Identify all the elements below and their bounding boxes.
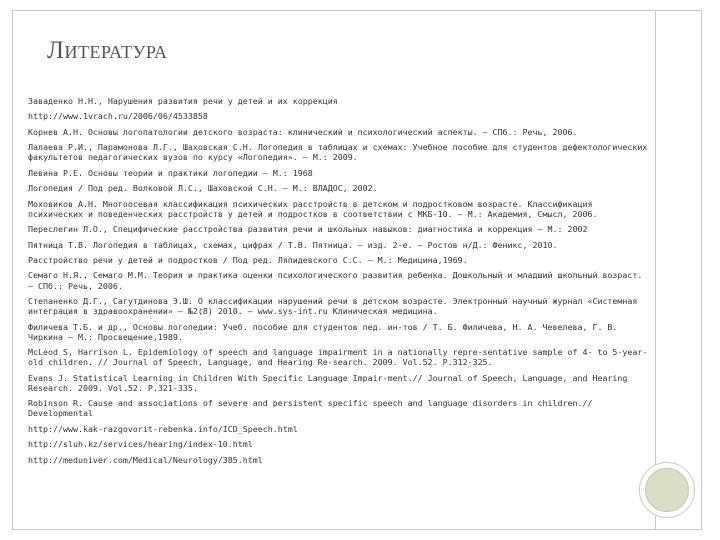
reference-item: Корнев А.Н. Основы логопатологии детского возраста: клинический и психологический аспекты. – СПб.: Речь, 2006.: [28, 126, 578, 137]
reference-item[interactable]: http://www.kak-razgovorit-rebenka.info/ICD_Speech.html: [28, 423, 298, 434]
title-rest: ИТЕРАТУРА: [64, 42, 168, 62]
reference-item: Переслегин Л.О., Специфические расстройства развития речи и школьных навыков: диагностика и коррекция – М.: 2002: [28, 224, 588, 235]
reference-item: Пятница Т.В. Логопедия в таблицах, схемах, цифрах / Т.В. Пятница. – изд. 2-е. – Ростов н/Д.: Феникс, 2010.: [28, 239, 558, 250]
reference-item: Моховиков А.Н. Многоосевая классификация психических расстройств в детском и подростковом возрасте. Классификация психических и поведенческих расстройств у детей и подростков в соответствии с МКБ-10. – М.: Академия, Смысл, 2006.: [28, 198, 598, 219]
reference-item[interactable]: http://meduniver.com/Medical/Neurology/385.html: [28, 454, 263, 465]
title-initial: Л: [47, 37, 65, 64]
reference-item: Evans J. Statistical Learning in Children With Specific Language Impair-ment.// Journal of Speech, Language, and Hearing Research. 2009. Vol.52. P.321-335.: [28, 372, 628, 393]
reference-item: McLeod S, Harrison L. Epidemiology of speech and language impairment in a nationally repre-sentative sample of 4- to 5-year-old children. // Journal of Speech, Language, and Hearing Re-search. 2009. Vol.52. P.312-325.: [28, 347, 648, 368]
reference-item[interactable]: http://sluh.kz/services/hearing/index-10.html: [28, 439, 253, 450]
reference-item: Филичева Т.Б. и др., Основы логопедии: Учеб. пособие для студентов пед. ин-тов / Т. Б. Филичева, Н. А. Чевелева, Г. В. Чиркина – М.: Просвещение,1989.: [28, 321, 618, 342]
slide-sidebar: [655, 10, 701, 530]
reference-item: Логопедия / Под ред. Волковой Л.С., Шаховской С.Н. – М.: ВЛАДОС, 2002.: [28, 183, 378, 194]
page-title: [47, 38, 168, 63]
reference-item: Robinson R. Cause and associations of severe and persistent specific speech and language disorders in children.// Developmental: [28, 398, 593, 419]
reference-item: Степаненко Д.Г., Сагутдинова Э.Ш. О классификации нарушений речи в детском возрасте. Электронный научный журнал «Системная интеграция в здравоохранении» – №2(8) 2010. – www.sys-int.ru Клиническая медицина.: [28, 295, 638, 317]
reference-item: Заваденко Н.Н., Нарушения развития речи у детей и их коррекция: [28, 96, 338, 106]
reference-item: Левина Р.Е. Основы теории и практики логопедии – М.: 1968: [28, 167, 313, 178]
decorative-circle-inner: [645, 468, 689, 512]
reference-item: Лалаева Р.И., Парамонова Л.Г., Шаховская С.Н. Логопедия в таблицах и схемах: Учебное пособие для студентов дефектологических факультетов педагогических вузов по курсу «Логопедия». – М.: 2009.: [28, 142, 648, 163]
reference-item: Семаго Н.Я., Семаго М.М. Теория и практика оценки психологического развития ребенка. Дошкольный и младший школьный возраст. – СПб.: Речь, 2006.: [28, 270, 643, 291]
reference-item[interactable]: http://www.1vrach.ru/2006/06/4533858: [28, 111, 208, 122]
reference-item: Расстройство речи у детей и подростков / Под ред. Ляпидевского С.С. – М.: Медицина,1969.: [28, 254, 468, 265]
reference-list: [28, 96, 650, 470]
